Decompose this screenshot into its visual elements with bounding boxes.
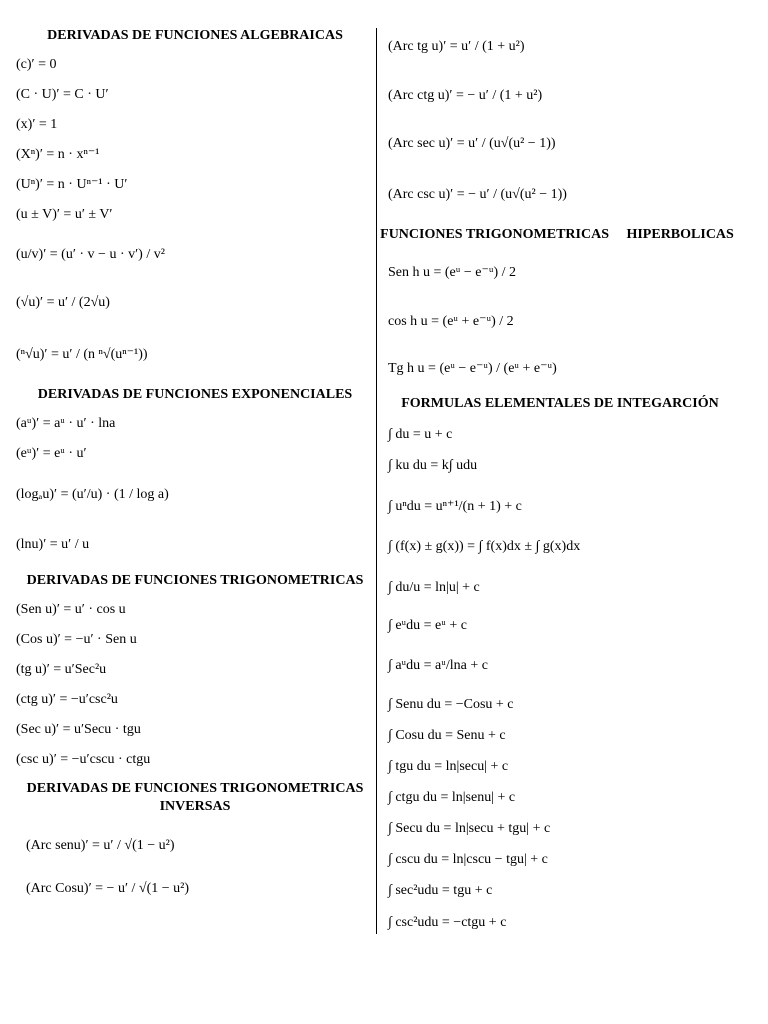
formula: (Arc Cosu)′ = − u′ / √(1 − u²) (26, 881, 190, 896)
formula: (Arc sec u)′ = u′ / (u√(u² − 1)) (388, 136, 556, 151)
heading-trigonometric: DERIVADAS DE FUNCIONES TRIGONOMETRICAS (26, 573, 364, 588)
formula: (u ± V)′ = u′ ± V′ (16, 207, 113, 222)
formula: ∫ (f(x) ± g(x)) = ∫ f(x)dx ± ∫ g(x)dx (388, 539, 581, 554)
heading-algebraic: DERIVADAS DE FUNCIONES ALGEBRAICAS (47, 28, 343, 43)
heading-inverse-trigonometric: DERIVADAS DE FUNCIONES TRIGONOMETRICAS INVERSAS (26, 781, 364, 814)
formula: (C · U)′ = C · U′ (16, 87, 109, 102)
formula: (Sec u)′ = u′Secu · tgu (16, 722, 141, 737)
formula: (tg u)′ = u′Sec²u (16, 662, 107, 677)
heading-exponential: DERIVADAS DE FUNCIONES EXPONENCIALES (37, 387, 353, 402)
formula: (eᵘ)′ = eᵘ · u′ (16, 446, 87, 461)
formula: (√u)′ = u′ / (2√u) (16, 295, 110, 310)
formula: ∫ sec²udu = tgu + c (388, 883, 493, 898)
formula: (u/v)′ = (u′ · v − u · v′) / v² (16, 247, 165, 262)
formula: ∫ Cosu du = Senu + c (388, 728, 506, 743)
formula: (Cos u)′ = −u′ · Sen u (16, 632, 137, 647)
formula: (ctg u)′ = −u′csc²u (16, 692, 118, 707)
formula: ∫ Senu du = −Cosu + c (388, 697, 514, 712)
formula: (logₐu)′ = (u′/u) · (1 / log a) (16, 487, 169, 502)
heading-integration: FORMULAS ELEMENTALES DE INTEGARCIÓN (401, 396, 719, 411)
formula: ∫ ctgu du = ln|senu| + c (388, 790, 516, 805)
formula: (lnu)′ = u′ / u (16, 537, 90, 552)
formula: (Arc tg u)′ = u′ / (1 + u²) (388, 39, 525, 54)
formula: cos h u = (eᵘ + e⁻ᵘ) / 2 (388, 314, 514, 329)
formula: ∫ du = u + c (388, 427, 453, 442)
formula: (Arc senu)′ = u′ / √(1 − u²) (26, 838, 175, 853)
formula: (aᵘ)′ = aᵘ · u′ · lna (16, 416, 116, 431)
formula: (ⁿ√u)′ = u′ / (n ⁿ√(uⁿ⁻¹)) (16, 347, 148, 362)
formula: ∫ aᵘdu = aᵘ/lna + c (388, 658, 488, 673)
heading-hyperbolic: FUNCIONES TRIGONOMETRICAS HIPERBOLICAS (380, 227, 734, 242)
formula: ∫ tgu du = ln|secu| + c (388, 759, 509, 774)
formula: (Arc csc u)′ = − u′ / (u√(u² − 1)) (388, 187, 567, 202)
formula: ∫ eᵘdu = eᵘ + c (388, 618, 467, 633)
formula: ∫ csc²udu = −ctgu + c (388, 915, 507, 930)
formula: (c)′ = 0 (16, 57, 57, 72)
formula: Tg h u = (eᵘ − e⁻ᵘ) / (eᵘ + e⁻ᵘ) (388, 361, 557, 376)
formula: ∫ Secu du = ln|secu + tgu| + c (388, 821, 551, 836)
formula: ∫ du/u = ln|u| + c (388, 580, 480, 595)
formula: ∫ cscu du = ln|cscu − tgu| + c (388, 852, 548, 867)
formula: (x)′ = 1 (16, 117, 58, 132)
formula: ∫ ku du = k∫ udu (388, 458, 478, 473)
formula: (Xⁿ)′ = n · xⁿ⁻¹ (16, 147, 100, 162)
formula: (csc u)′ = −u′cscu · ctgu (16, 752, 151, 767)
formula: ∫ uⁿdu = uⁿ⁺¹/(n + 1) + c (388, 499, 522, 514)
formula: (Arc ctg u)′ = − u′ / (1 + u²) (388, 88, 543, 103)
formula: Sen h u = (eᵘ − e⁻ᵘ) / 2 (388, 265, 516, 280)
formula: (Sen u)′ = u′ · cos u (16, 602, 126, 617)
formula: (Uⁿ)′ = n · Uⁿ⁻¹ · U′ (16, 177, 128, 192)
